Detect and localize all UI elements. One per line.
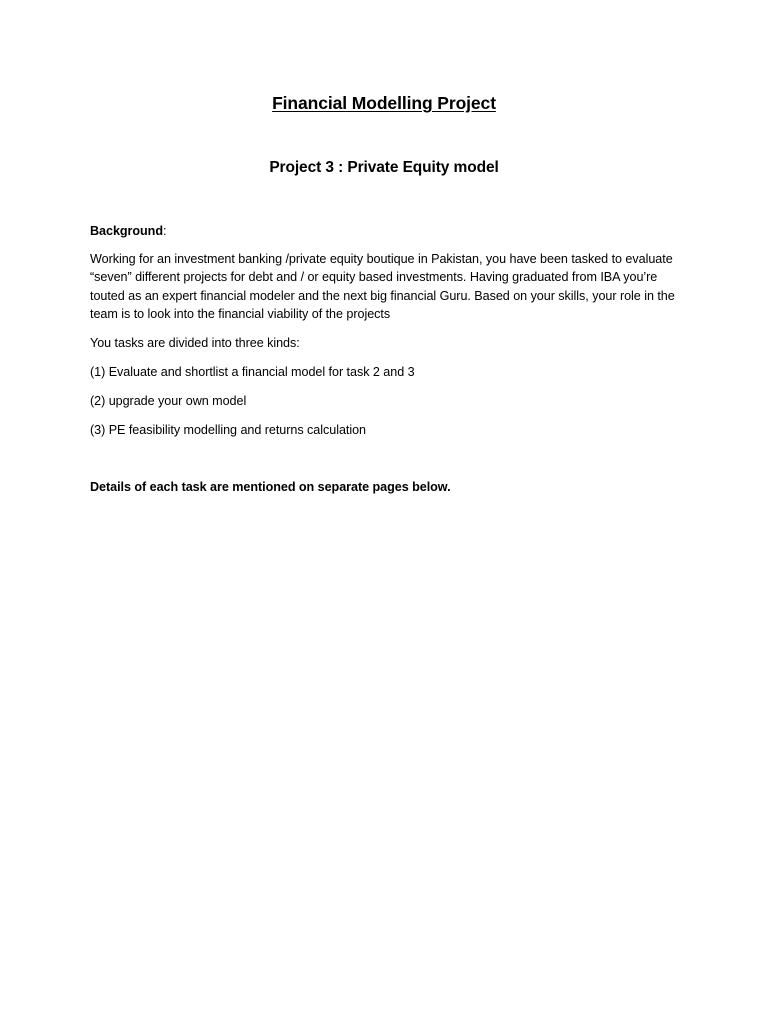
background-heading-line — [90, 222, 680, 240]
background-paragraph: Working for an investment banking /private equity boutique in Pakistan, you have been tasked to evaluate “seven” different projects for debt and / or equity based investments. Having graduated from IBA you’re touted as an expert financial modeler and the next big financial Guru. Based on your skills, your role in the team is to look into the financial viability of the projects — [90, 252, 675, 321]
background-heading: Background — [90, 224, 163, 238]
background-colon: : — [162, 224, 167, 238]
task-item-1: (1) Evaluate and shortlist a financial model for task 2 and 3 — [90, 365, 415, 379]
tasks-intro: You tasks are divided into three kinds: — [90, 336, 300, 350]
task-item-2: (2) upgrade your own model — [90, 394, 247, 408]
document-subtitle: Project 3 : Private Equity model — [269, 159, 499, 176]
closing-note: Details of each task are mentioned on separate pages below. — [90, 480, 451, 494]
task-item-3: (3) PE feasibility modelling and returns calculation — [90, 423, 367, 437]
document-title: Financial Modelling Project — [272, 93, 496, 113]
